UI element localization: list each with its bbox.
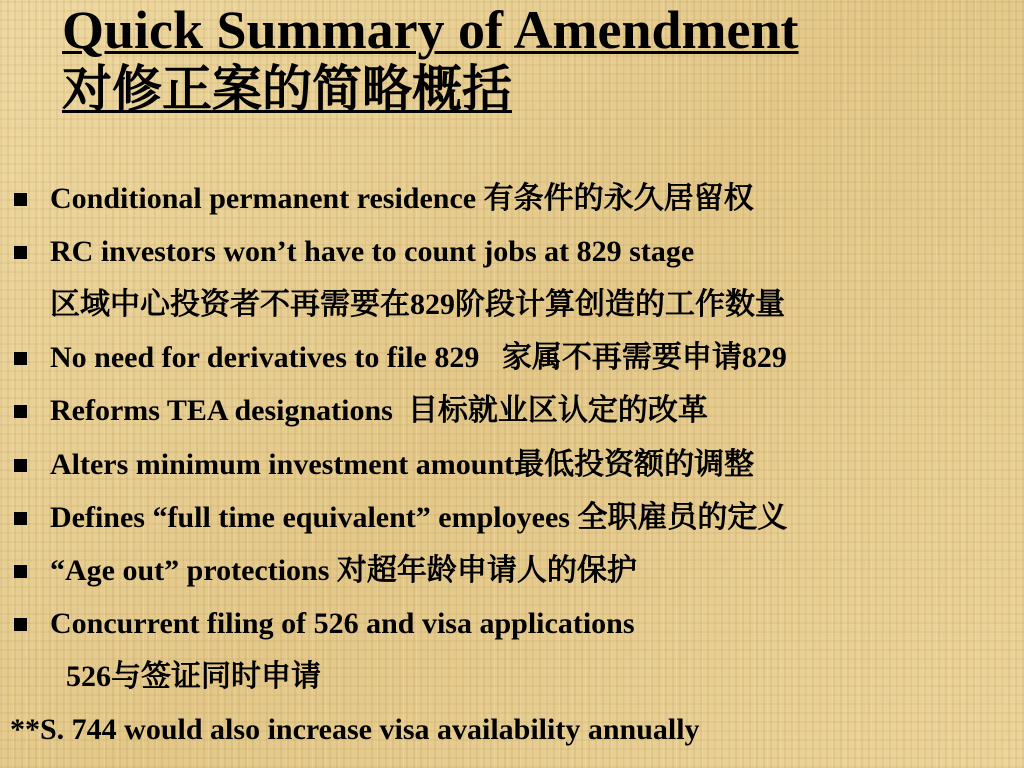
bullet-text: “Age out” protections 对超年龄申请人的保护 — [50, 554, 637, 587]
bullet-item-derivatives — [0, 338, 1024, 378]
square-bullet-icon — [14, 512, 27, 525]
bullet-item-full-time-equivalent — [0, 498, 1024, 538]
bullet-item-minimum-investment — [0, 445, 1024, 485]
bullet-text: Defines “full time equivalent” employees 全职雇员的定义 — [50, 501, 788, 534]
title-english: Quick Summary of Amendment — [62, 0, 799, 60]
square-bullet-icon — [14, 618, 27, 631]
title-chinese: 对修正案的简略概括 — [62, 60, 512, 117]
square-bullet-icon — [14, 352, 27, 365]
footnote: **S. 744 would also increase visa availability annually — [10, 713, 700, 746]
square-bullet-icon — [14, 565, 27, 578]
square-bullet-icon — [14, 193, 27, 206]
bullet-item-tea — [0, 391, 1024, 431]
bullet-text: No need for derivatives to file 829 家属不再需要申请829 — [50, 341, 787, 374]
bullet-item-age-out — [0, 551, 1024, 591]
bullet-text: Alters minimum investment amount最低投资额的调整 — [50, 448, 755, 481]
bullet-continuation-rc-investors: 区域中心投资者不再需要在829阶段计算创造的工作数量 — [50, 288, 785, 321]
bullet-item-rc-investors — [0, 232, 1024, 272]
bullet-text: RC investors won’t have to count jobs at 829 stage — [50, 235, 695, 268]
bullet-text: Reforms TEA designations 目标就业区认定的改革 — [50, 394, 708, 427]
bullet-item-concurrent-filing — [0, 604, 1024, 644]
bullet-text: Concurrent filing of 526 and visa applications — [50, 607, 635, 640]
bullet-text: Conditional permanent residence 有条件的永久居留权 — [50, 182, 754, 215]
square-bullet-icon — [14, 405, 27, 418]
square-bullet-icon — [14, 459, 27, 472]
bullet-item-conditional-residence — [0, 179, 1024, 219]
bullet-continuation-concurrent-filing: 526与签证同时申请 — [66, 660, 321, 693]
square-bullet-icon — [14, 246, 27, 259]
slide-title — [62, 2, 799, 115]
